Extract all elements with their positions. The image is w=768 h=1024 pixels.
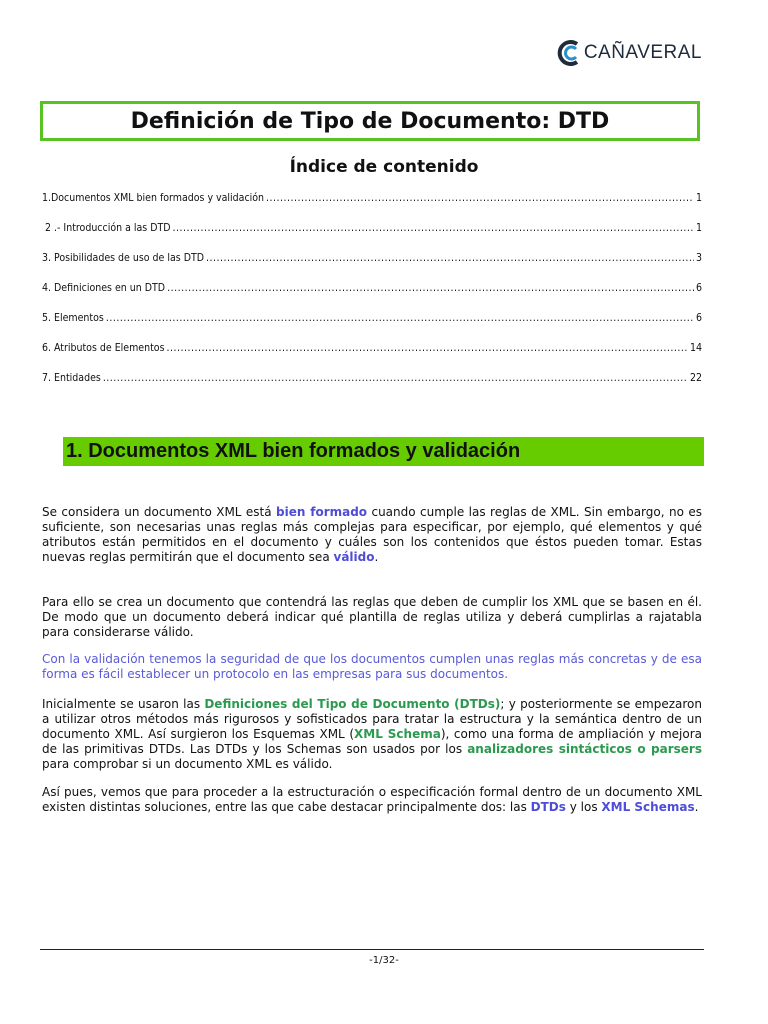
text-run: cuando cumple las reglas de XML. Sin embargo, no es suficiente, son necesarias unas reglas más complejas para especificar, por ejemplo, qué elementos y qué atributos están permitidos en el documento y cuáles son los contenidos que éstos pueden tomar. Estas nuevas reglas permitirán que el documento sea [42, 505, 702, 564]
paragraph-plantilla-reglas: Para ello se crea un documento que contendrá las reglas que deben de cumplir los XML que se basen en él. De modo que un documento deberá indicar qué plantilla de reglas utiliza y deberá cumplirlas a rajatabla para considerarse válido. [42, 595, 702, 639]
toc-entry-label: 6. Atributos de Elementos [42, 342, 165, 354]
toc-entry-label: 1.Documentos XML bien formados y validación [42, 192, 265, 204]
toc-leader-dots [167, 282, 694, 294]
keyword-xml-schemas: XML Schemas [601, 800, 695, 814]
toc-entry-page: 6 [695, 312, 702, 324]
toc-entry-label: 7. Entidades [42, 372, 101, 384]
toc-leader-dots [266, 192, 694, 204]
footer-divider [40, 949, 704, 950]
toc-leader-dots [206, 252, 694, 264]
toc-heading: Índice de contenido [289, 157, 479, 177]
toc-entry[interactable] [42, 222, 702, 234]
toc-entry-label: 2 .- Introducción a las DTD [42, 222, 171, 234]
toc-leader-dots [173, 222, 694, 234]
text-run: . [374, 550, 379, 564]
toc-entry[interactable] [42, 192, 702, 204]
toc-entry-page: 1 [695, 192, 702, 204]
paragraph-validacion-blue: Con la validación tenemos la seguridad de que los documentos cumplen unas reglas más concretas y de esa forma es fácil establecer un protocolo en las empresas para sus documentos. [42, 652, 702, 681]
toc-entry[interactable] [42, 282, 702, 294]
toc-entry-page: 1 [695, 222, 702, 234]
canaveral-c-logo-icon [557, 38, 583, 68]
section-heading-bar [63, 437, 704, 466]
toc-leader-dots [167, 342, 688, 354]
keyword-parsers: analizadores sintácticos o parsers [467, 742, 702, 756]
text-run: para comprobar si un documento XML es válido. [42, 757, 333, 771]
text-run: Se considera un documento XML está [42, 505, 277, 519]
toc-entry-label: 5. Elementos [42, 312, 104, 324]
document-title: Definición de Tipo de Documento: DTD [130, 108, 610, 134]
toc-entry[interactable] [42, 342, 702, 354]
section-heading: 1. Documentos XML bien formados y validación [66, 440, 521, 462]
keyword-dtds-blue: DTDs [530, 800, 566, 814]
document-title-box [40, 101, 700, 141]
keyword-dtds: Definiciones del Tipo de Documento (DTDs) [204, 697, 501, 711]
paragraph-bien-formado [42, 505, 702, 565]
toc-entry-page: 22 [689, 372, 702, 384]
logo-text: CAÑAVERAL [583, 42, 702, 63]
text-run: ), como una forma de ampliación y mejora de las primitivas DTDs. Las DTDs y los Schemas son usados por los [42, 727, 703, 756]
text-run: y los [565, 800, 602, 814]
brand-logo [557, 38, 702, 68]
text-run: Así pues, vemos que para proceder a la estructuración o especificación formal dentro de un documento XML existen distintas soluciones, entre las que cabe destacar principalmente dos: las [42, 785, 702, 814]
toc-entry-label: 4. Definiciones en un DTD [42, 282, 166, 294]
text-run: Inicialmente se usaron las [42, 697, 205, 711]
paragraph-soluciones [42, 785, 702, 815]
text-run: ; y posteriormente se empezaron a utilizar otros métodos más rigurosos y sofisticados para tratar la estructura y la semántica dentro de un documento XML. Así surgieron los Esquemas XML ( [42, 697, 702, 741]
toc-entry[interactable] [42, 372, 702, 384]
toc-entry[interactable] [42, 252, 702, 264]
keyword-bien-formado: bien formado [276, 505, 368, 519]
toc-leader-dots [106, 312, 694, 324]
toc-leader-dots [103, 372, 688, 384]
paragraph-dtds-schemas [42, 697, 702, 772]
text-run: . [694, 800, 699, 814]
toc-entry-page: 6 [695, 282, 702, 294]
keyword-xml-schema: XML Schema [354, 727, 441, 741]
keyword-valido: válido [333, 550, 375, 564]
toc-entry-page: 14 [689, 342, 702, 354]
toc-entry[interactable] [42, 312, 702, 324]
page-number: -1/32- [369, 955, 399, 966]
toc-entry-page: 3 [695, 252, 702, 264]
toc-entry-label: 3. Posibilidades de uso de las DTD [42, 252, 205, 264]
